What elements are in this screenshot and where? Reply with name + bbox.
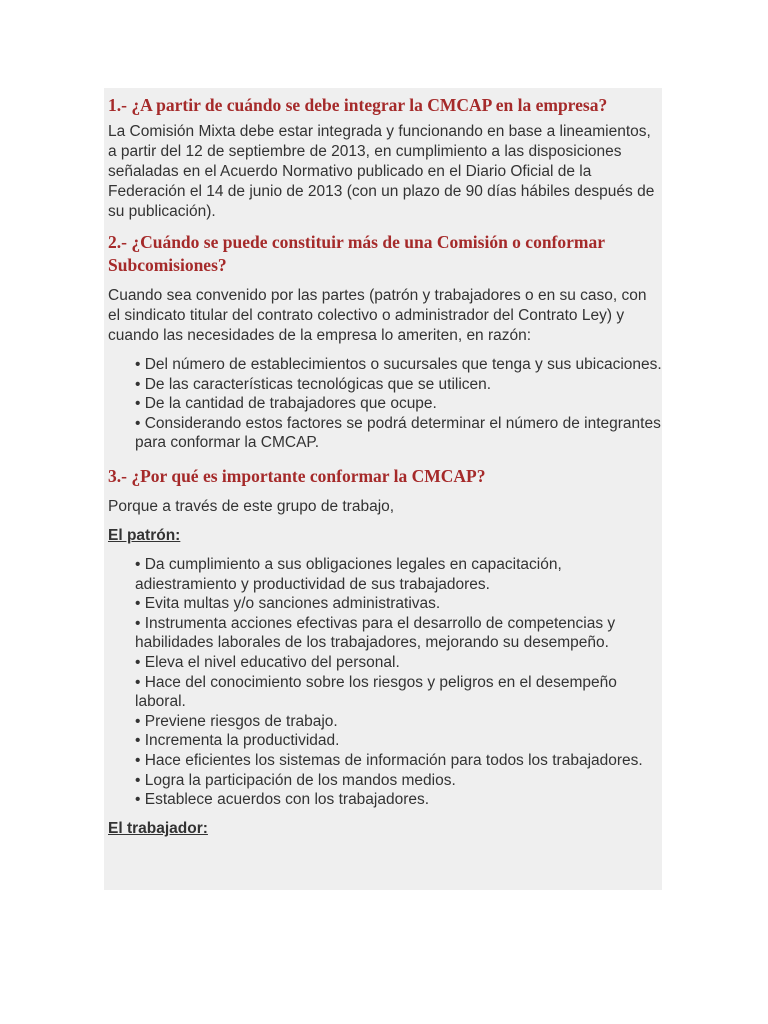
list-item: • Previene riesgos de trabajo. <box>135 712 338 730</box>
section-1-heading: 1.- ¿A partir de cuándo se debe integrar la CMCAP en la empresa? <box>108 95 608 115</box>
section-2-heading: 2.- ¿Cuándo se puede constituir más de una Comisión o conformar Subcomisiones? <box>108 232 605 275</box>
list-item: • Del número de establecimientos o sucursales que tenga y sus ubicaciones. <box>135 356 662 373</box>
section-3-body: Porque a través de este grupo de trabajo, <box>108 497 395 515</box>
list-item: • Da cumplimiento a sus obligaciones legales en capacitación, adiestramiento y productividad de sus trabajadores. <box>135 555 562 593</box>
list-item: • Instrumenta acciones efectivas para el desarrollo de competencias y habilidades laborales de los trabajadores, mejorando su desempeño. <box>135 614 616 652</box>
section-1-body: La Comisión Mixta debe estar integrada y funcionando en base a lineamientos, a partir del 12 de septiembre de 2013, en cumplimiento a las disposiciones señaladas en el Acuerdo Normativo publicado en el Diario Oficial de la Federación el 14 de junio de 2013 (con un plazo de 90 días hábiles después de su publicación). <box>108 123 655 220</box>
section-3-heading: 3.- ¿Por qué es importante conformar la CMCAP? <box>108 465 486 486</box>
list-item: • De las características tecnológicas que se utilicen. <box>135 375 492 393</box>
list-item: • De la cantidad de trabajadores que ocupe. <box>135 395 437 413</box>
list-item: • Hace del conocimiento sobre los riesgos y peligros en el desempeño laboral. <box>135 673 617 711</box>
list-item: • Incrementa la productividad. <box>135 732 340 750</box>
list-item: • Logra la participación de los mandos medios. <box>135 771 456 789</box>
document-panel <box>104 88 662 890</box>
section-2-body: Cuando sea convenido por las partes (patrón y trabajadores o en su caso, con el sindicato titular del contrato colectivo o administrador del Contrato Ley) y cuando las necesidades de la empresa lo ameriten, en razón: <box>108 287 647 344</box>
patron-label: El patrón: <box>108 526 181 544</box>
list-item: • Evita multas y/o sanciones administrativas. <box>135 595 441 613</box>
trabajador-label: El trabajador: <box>108 819 208 837</box>
list-item: • Considerando estos factores se podrá determinar el número de integrantes para conformar la CMCAP. <box>135 414 661 452</box>
list-item: • Establece acuerdos con los trabajadores. <box>135 791 430 809</box>
patron-bullet-list <box>108 555 662 810</box>
section-2-bullet-list <box>108 355 662 453</box>
list-item: • Eleva el nivel educativo del personal. <box>135 653 400 671</box>
list-item: • Hace eficientes los sistemas de información para todos los trabajadores. <box>135 751 643 769</box>
